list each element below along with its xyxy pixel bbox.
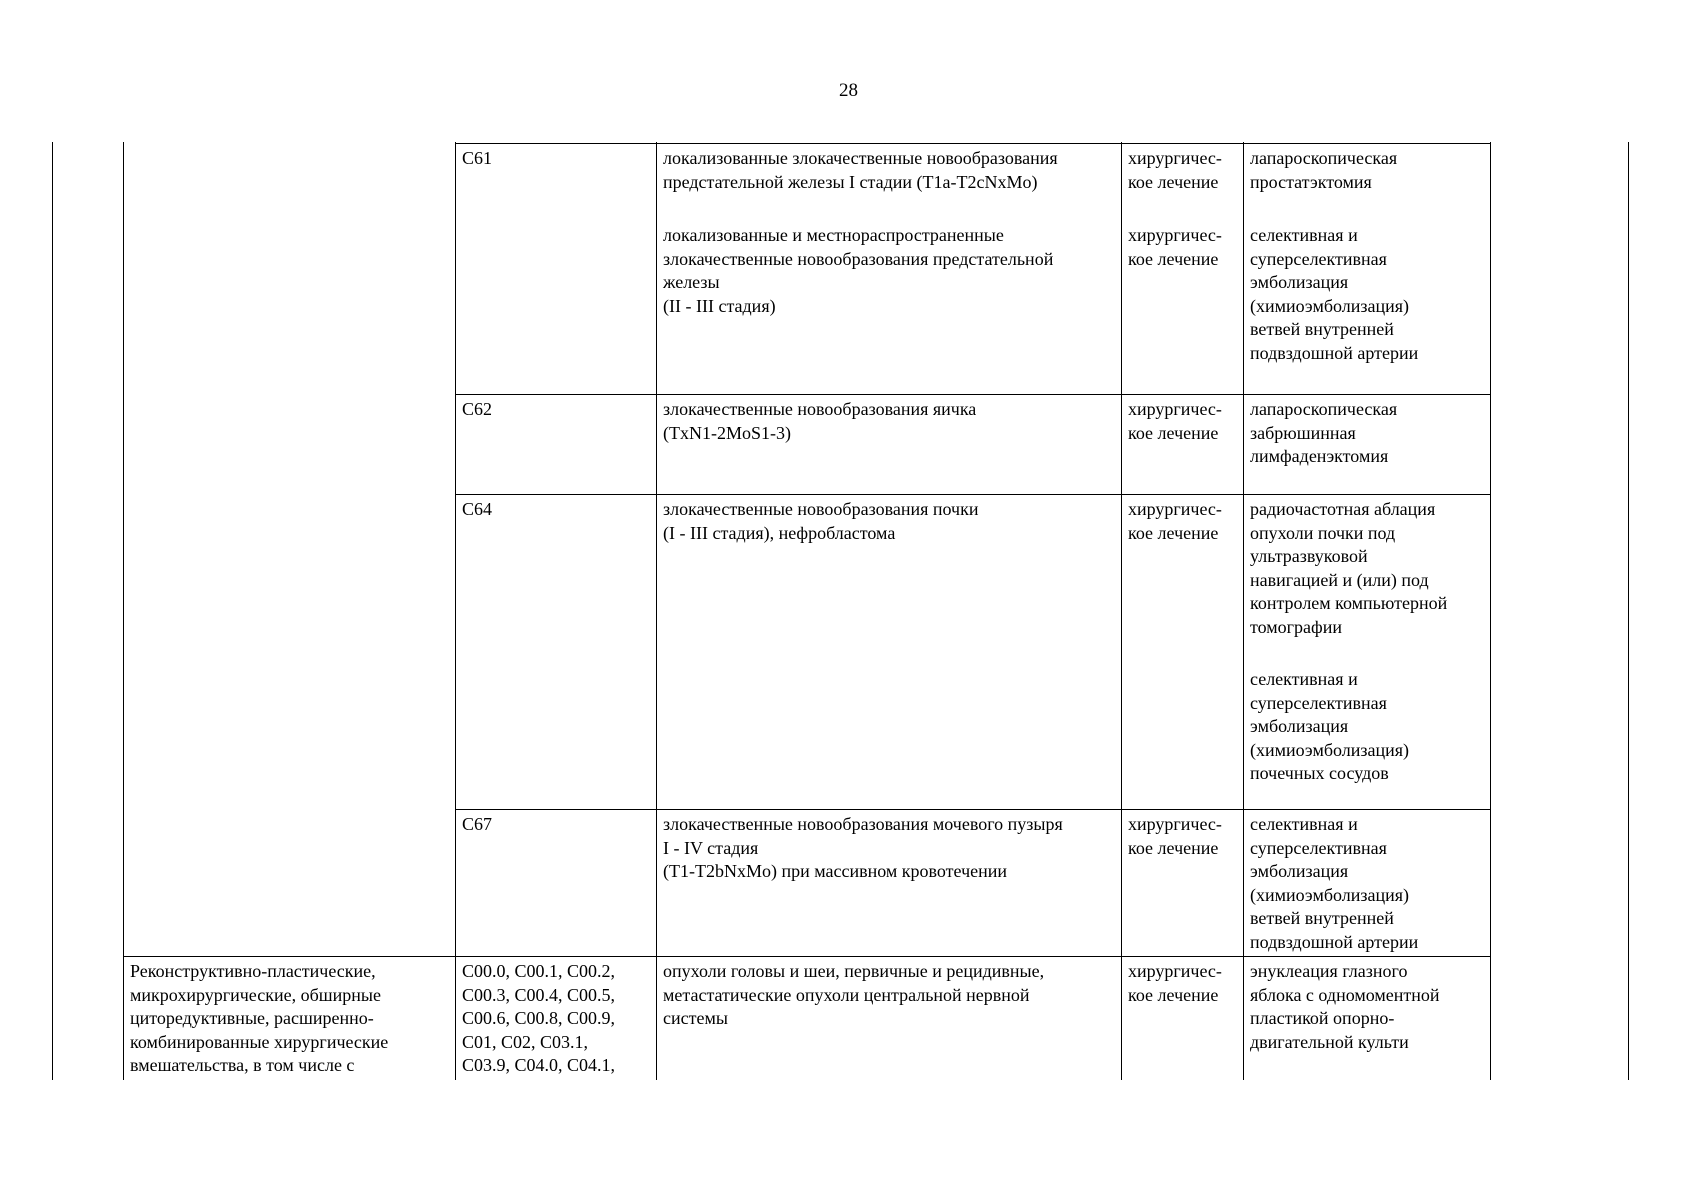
table-row-rule (455, 809, 1491, 810)
table-row-rule (123, 956, 1491, 957)
diagnosis-cell: злокачественные новообразования яичка (TxN1-2MoS1-3) (663, 399, 977, 443)
table-col-rule-5 (1243, 142, 1244, 1080)
table-col-rule-3 (656, 142, 657, 1080)
method-cell: лапароскопическая забрюшинная лимфаденэктомия (1250, 399, 1398, 466)
page-margin-right-rule (1628, 142, 1629, 1080)
table-row-rule (455, 494, 1491, 495)
table-col-rule-1 (123, 142, 124, 1080)
code-cell: C00.0, C00.1, C00.2, C00.3, C00.4, C00.5, C00.6, C00.8, C00.9, C01, C02, C03.1, C03.9, C04.0, C04.1, (462, 961, 616, 1075)
method-cell: радиочастотная аблация опухоли почки под ультразвуковой навигацией и (или) под контролем компьютерной томографии (1250, 499, 1448, 637)
table-row-rule (455, 394, 1491, 395)
code-cell: C61 (462, 148, 493, 168)
table-row-rule (455, 143, 1491, 144)
code-cell: C62 (462, 399, 493, 419)
method-cell: энуклеация глазного яблока с одномоментной пластикой опорно- двигательной культи (1250, 961, 1440, 1052)
group-cell: Реконструктивно-пластические, микрохирургические, обширные циторедуктивные, расширенно- комбинированные хирургические вмешательства, в том числе с (130, 961, 389, 1075)
method-cell: селективная и суперселективная эмболизация (химиоэмболизация) ветвей внутренней подвздошной артерии (1250, 814, 1419, 952)
diagnosis-cell: опухоли головы и шеи, первичные и рецидивные, метастатические опухоли центральной нервной системы (663, 961, 1045, 1028)
treatment-cell: хирургичес- кое лечение (1128, 961, 1222, 1005)
diagnosis-cell: злокачественные новообразования почки (I - III стадия), нефробластома (663, 499, 979, 543)
treatment-cell: хирургичес- кое лечение (1128, 399, 1222, 443)
method-cell: селективная и суперселективная эмболизация (химиоэмболизация) почечных сосудов (1250, 669, 1410, 783)
method-cell: селективная и суперселективная эмболизация (химиоэмболизация) ветвей внутренней подвздошной артерии (1250, 225, 1419, 363)
table-col-rule-4 (1121, 142, 1122, 1080)
table-col-rule-6 (1490, 142, 1491, 1080)
diagnosis-cell: локализованные и местнораспространенные злокачественные новообразования предстательной железы (II - III стадия) (663, 225, 1054, 316)
method-cell: лапароскопическая простатэктомия (1250, 148, 1398, 192)
treatment-cell: хирургичес- кое лечение (1128, 225, 1222, 269)
code-cell: C64 (462, 499, 493, 519)
page-margin-left-rule (52, 142, 53, 1080)
table-col-rule-2 (455, 142, 456, 1080)
page-number: 28 (839, 80, 858, 101)
diagnosis-cell: злокачественные новообразования мочевого пузыря I - IV стадия (T1-T2bNxMo) при массивном кровотечении (663, 814, 1063, 881)
treatment-cell: хирургичес- кое лечение (1128, 814, 1222, 858)
treatment-cell: хирургичес- кое лечение (1128, 499, 1222, 543)
treatment-cell: хирургичес- кое лечение (1128, 148, 1222, 192)
diagnosis-cell: локализованные злокачественные новообразования предстательной железы I стадии (T1a-T2cNxMo) (663, 148, 1058, 192)
code-cell: C67 (462, 814, 493, 834)
